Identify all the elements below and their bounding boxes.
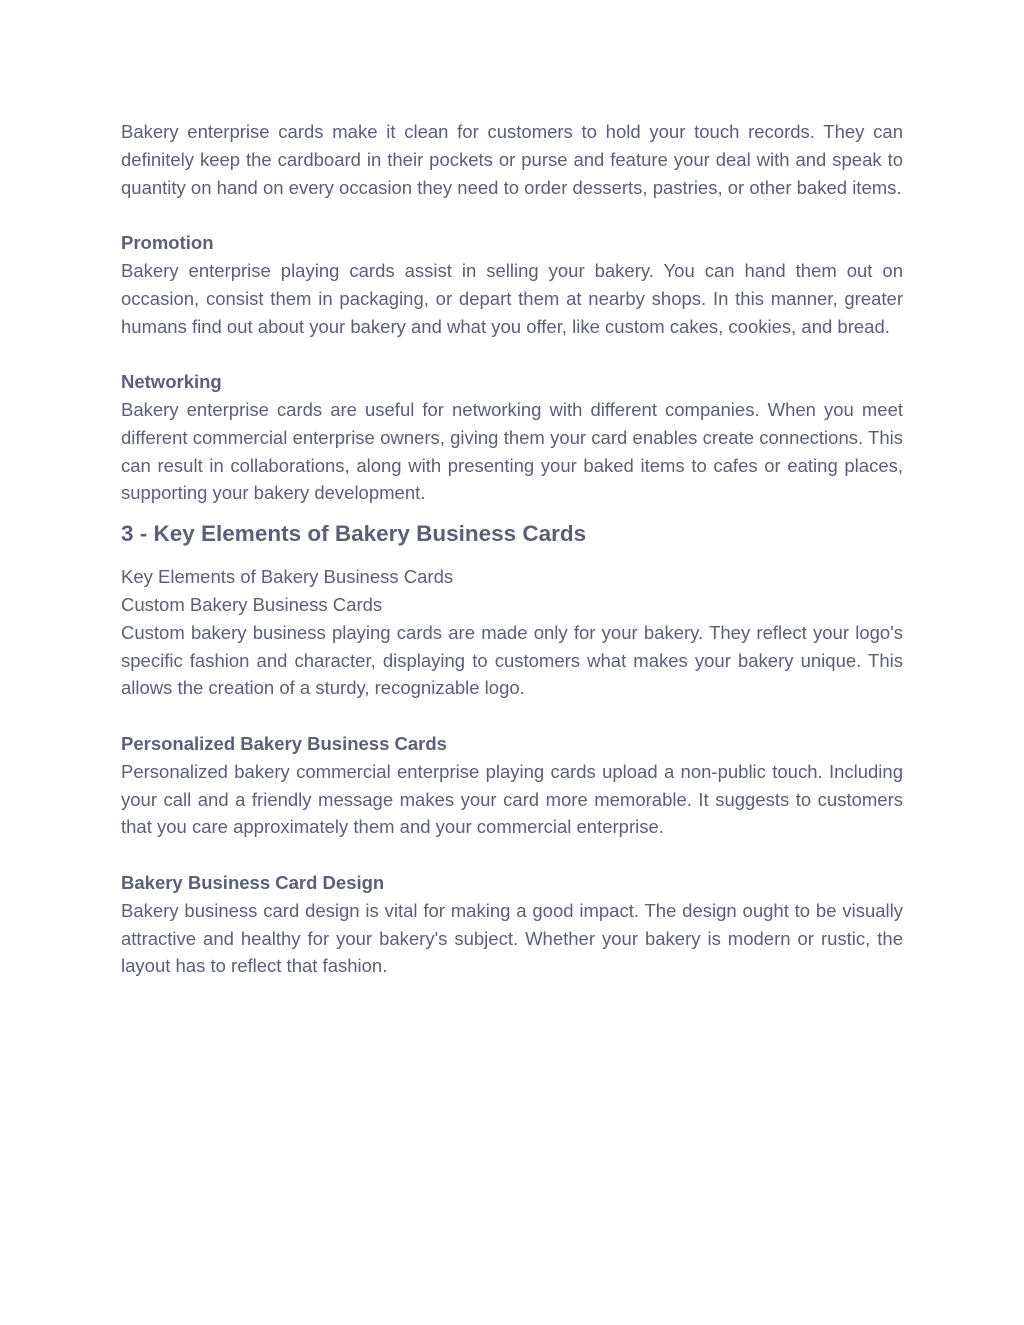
personalized-heading: Personalized Bakery Business Cards <box>121 732 447 754</box>
design-paragraph: Bakery business card design is vital for making a good impact. The design ought to be visually attractive and healthy for your bakery's subject. Whether your bakery is modern or rustic, the layout has to reflect that fashion. <box>121 899 903 977</box>
section-3-line-1: Key Elements of Bakery Business Cards <box>121 566 454 588</box>
custom-cards-paragraph: Custom bakery business playing cards are made only for your bakery. They reflect your logo's specific fashion and character, displaying to customers what makes your bakery unique. This allows the creation of a sturdy, recognizable logo. <box>121 621 903 699</box>
promotion-paragraph: Bakery enterprise playing cards assist in selling your bakery. You can hand them out on occasion, consist them in packaging, or depart them at nearby shops. In this manner, greater humans find out about your bakery and what you offer, like custom cakes, cookies, and bread. <box>121 259 903 337</box>
personalized-paragraph: Personalized bakery commercial enterprise playing cards upload a non-public touch. Including your call and a friendly message makes your card more memorable. It suggests to customers that you care approximately them and your commercial enterprise. <box>121 760 903 838</box>
spacer <box>121 201 903 229</box>
networking-heading: Networking <box>121 371 222 393</box>
document-page <box>121 118 903 980</box>
section-3-line-2: Custom Bakery Business Cards <box>121 593 383 615</box>
promotion-heading: Promotion <box>121 232 214 254</box>
spacer <box>121 340 903 368</box>
design-heading: Bakery Business Card Design <box>121 871 385 893</box>
spacer <box>121 702 903 730</box>
spacer <box>121 841 903 869</box>
intro-paragraph: Bakery enterprise cards make it clean for customers to hold your touch records. They can definitely keep the cardboard in their pockets or purse and feature your deal with and speak to quantity on hand on every occasion they need to order desserts, pastries, or other baked items. <box>121 121 903 198</box>
networking-paragraph: Bakery enterprise cards are useful for networking with different companies. When you meet different commercial enterprise owners, giving them your card enables create connections. This can result in collaborations, along with presenting your baked items to cafes or eating places, supporting your bakery development. <box>121 398 903 504</box>
section-3-heading: 3 - Key Elements of Bakery Business Cards <box>121 521 587 547</box>
